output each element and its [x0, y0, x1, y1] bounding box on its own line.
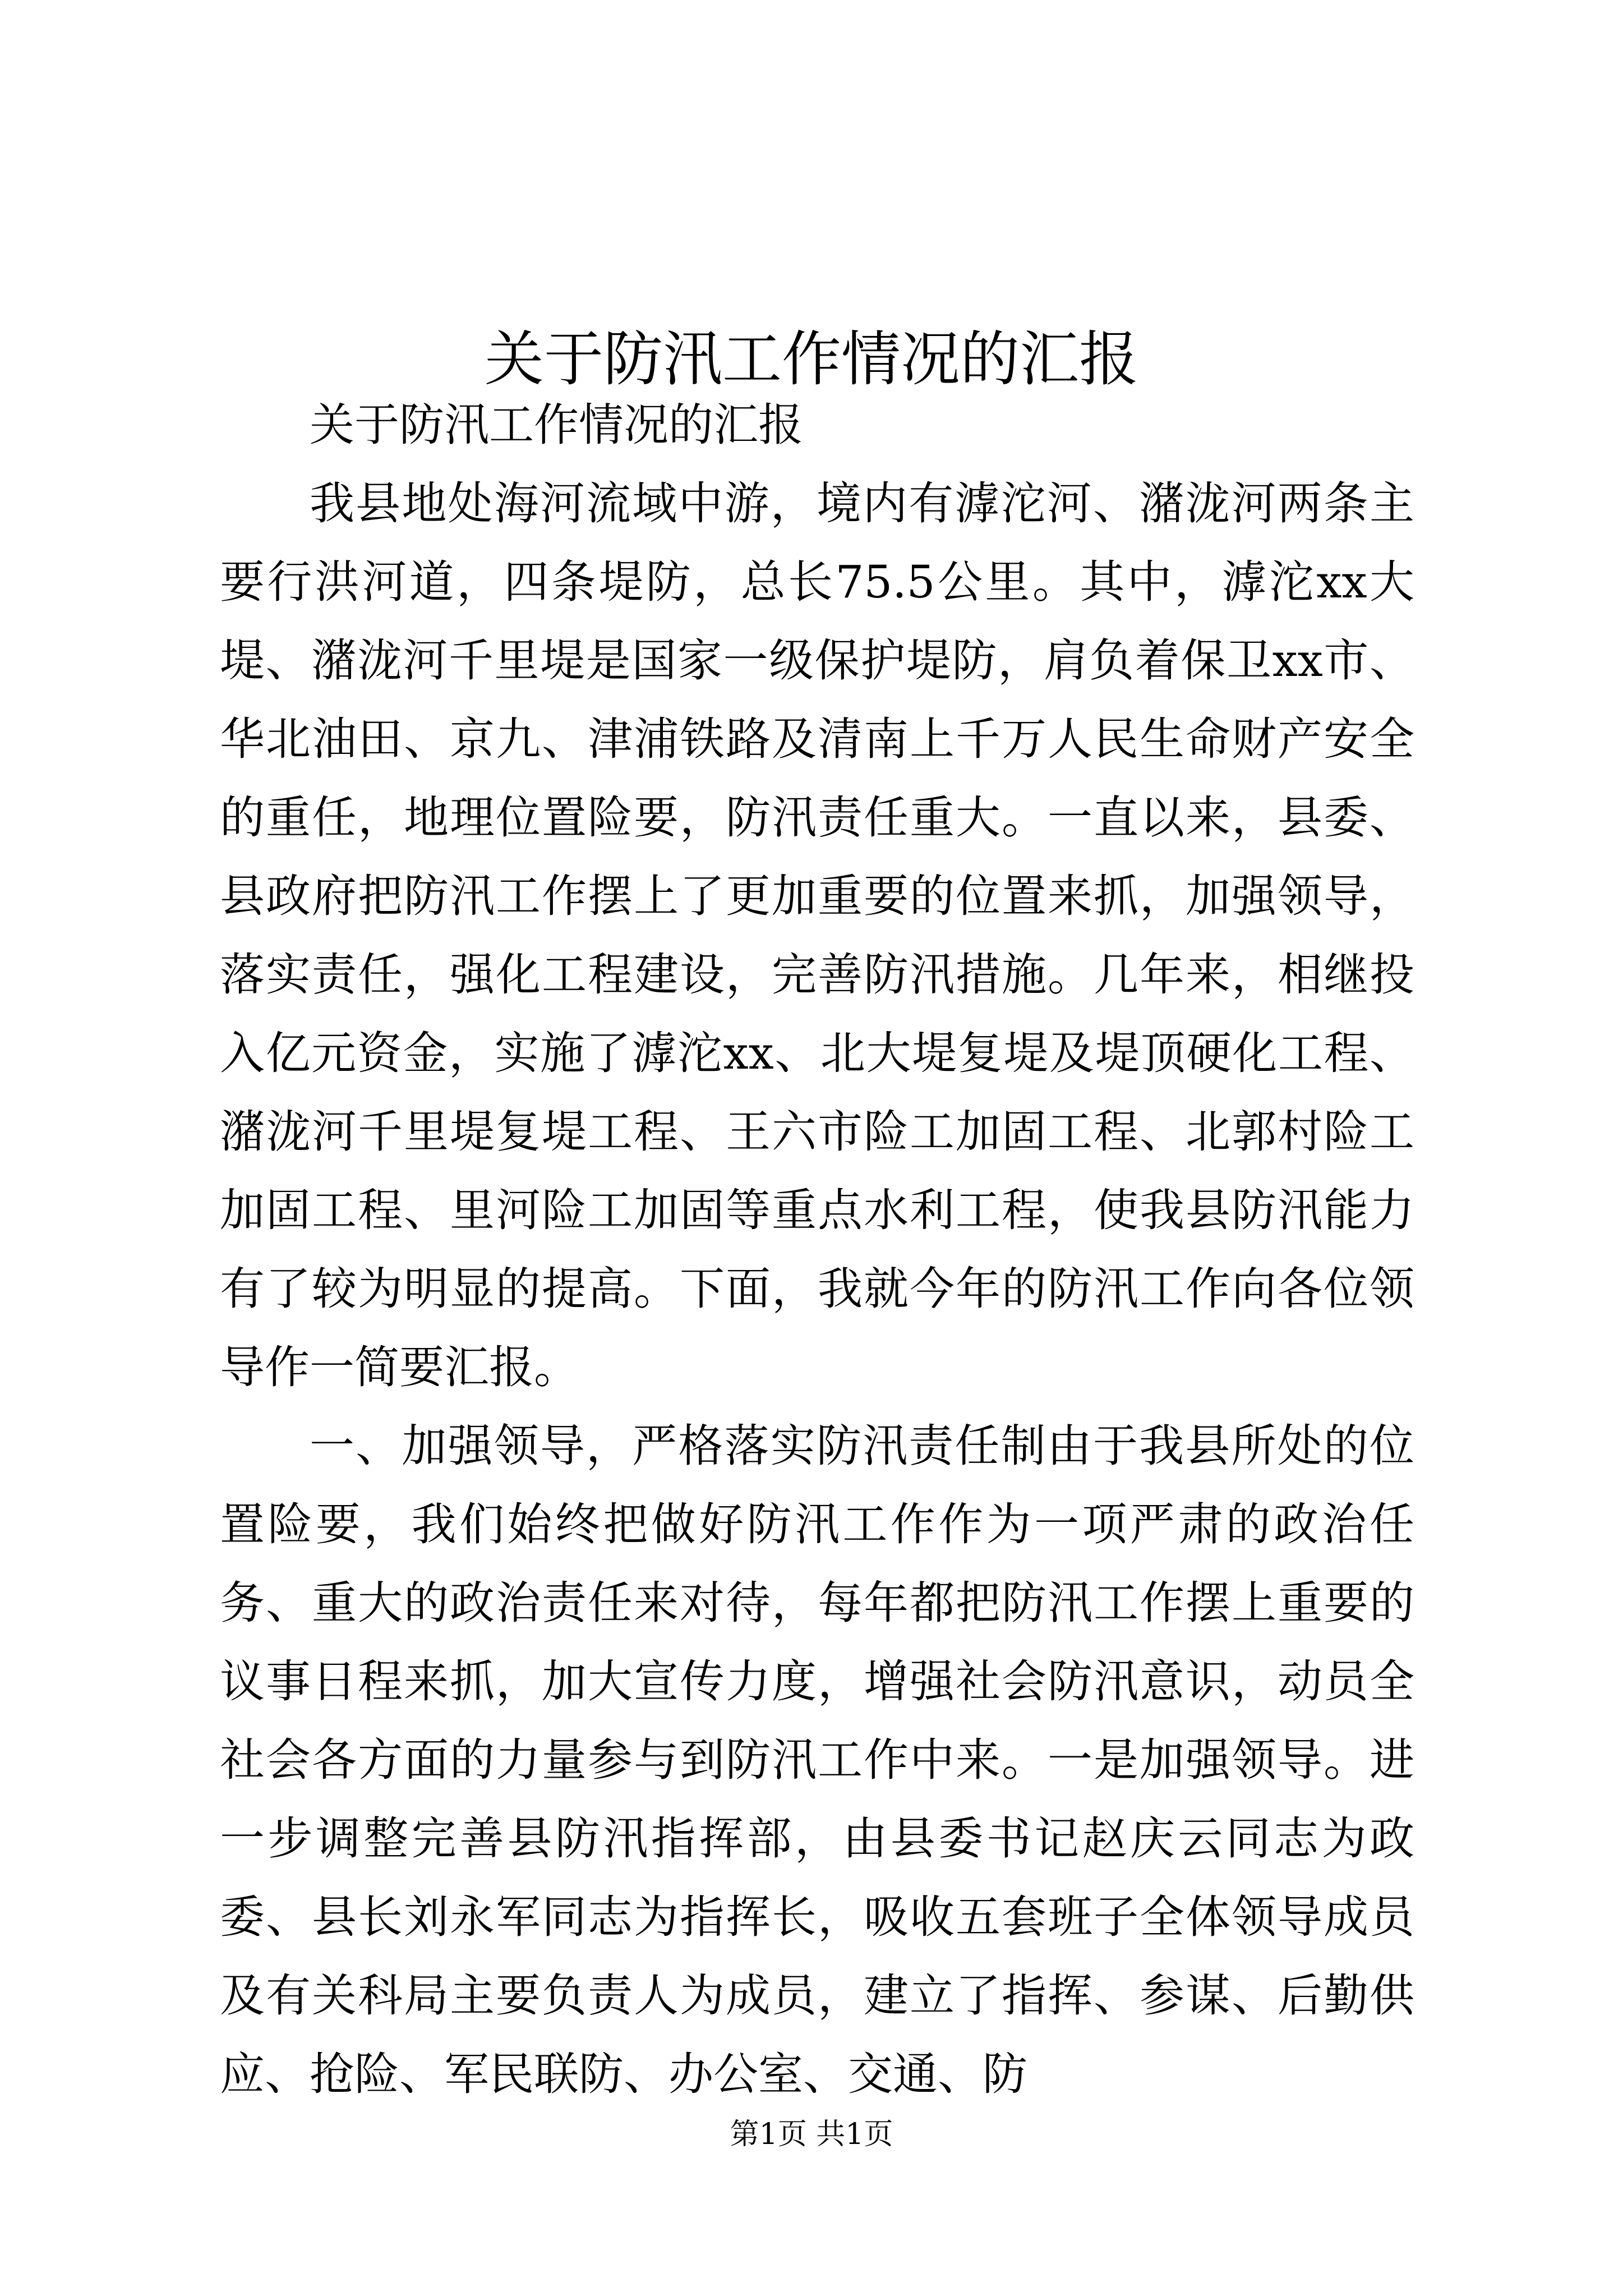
- document-body: [220, 386, 1414, 2114]
- page-number-footer: 第1页 共1页: [730, 2118, 893, 2151]
- paragraph-subtitle: 关于防汛工作情况的汇报: [310, 399, 803, 451]
- paragraph-intro: 我县地处海河流域中游，境内有滹沱河、潴泷河两条主要行洪河道，四条堤防，总长75.5公里。其中，滹沱xx大堤、潴泷河千里堤是国家一级保护堤防，肩负着保卫xx市、华北油田、京九、津浦铁路及清南上千万人民生命财产安全的重任，地理位置险要，防汛责任重大。一直以来，县委、县政府把防汛工作摆上了更加重要的位置来抓，加强领导，落实责任，强化工程建设，完善防汛措施。几年来，相继投入亿元资金，实施了滹沱xx、北大堤复堤及堤顶硬化工程、潴泷河千里堤复堤工程、王六市险工加固工程、北郭村险工加固工程、里河险工加固等重点水利工程，使我县防汛能力有了较为明显的提高。下面，我就今年的防汛工作向各位领导作一简要汇报。: [220, 477, 1414, 1393]
- document-title: 关于防汛工作情况的汇报: [485, 325, 1138, 394]
- paragraph-section-one: 一、加强领导，严格落实防汛责任制由于我县所处的位置险要，我们始终把做好防汛工作作为一项严肃的政治任务、重大的政治责任来对待，每年都把防汛工作摆上重要的议事日程来抓，加大宣传力度，增强社会防汛意识，动员全社会各方面的力量参与到防汛工作中来。一是加强领导。进一步调整完善县防汛指挥部，由县委书记赵庆云同志为政委、县长刘永军同志为指挥长，吸收五套班子全体领导成员及有关科局主要负责人为成员，建立了指挥、参谋、后勤供应、抢险、军民联防、办公室、交通、防: [220, 1420, 1414, 2100]
